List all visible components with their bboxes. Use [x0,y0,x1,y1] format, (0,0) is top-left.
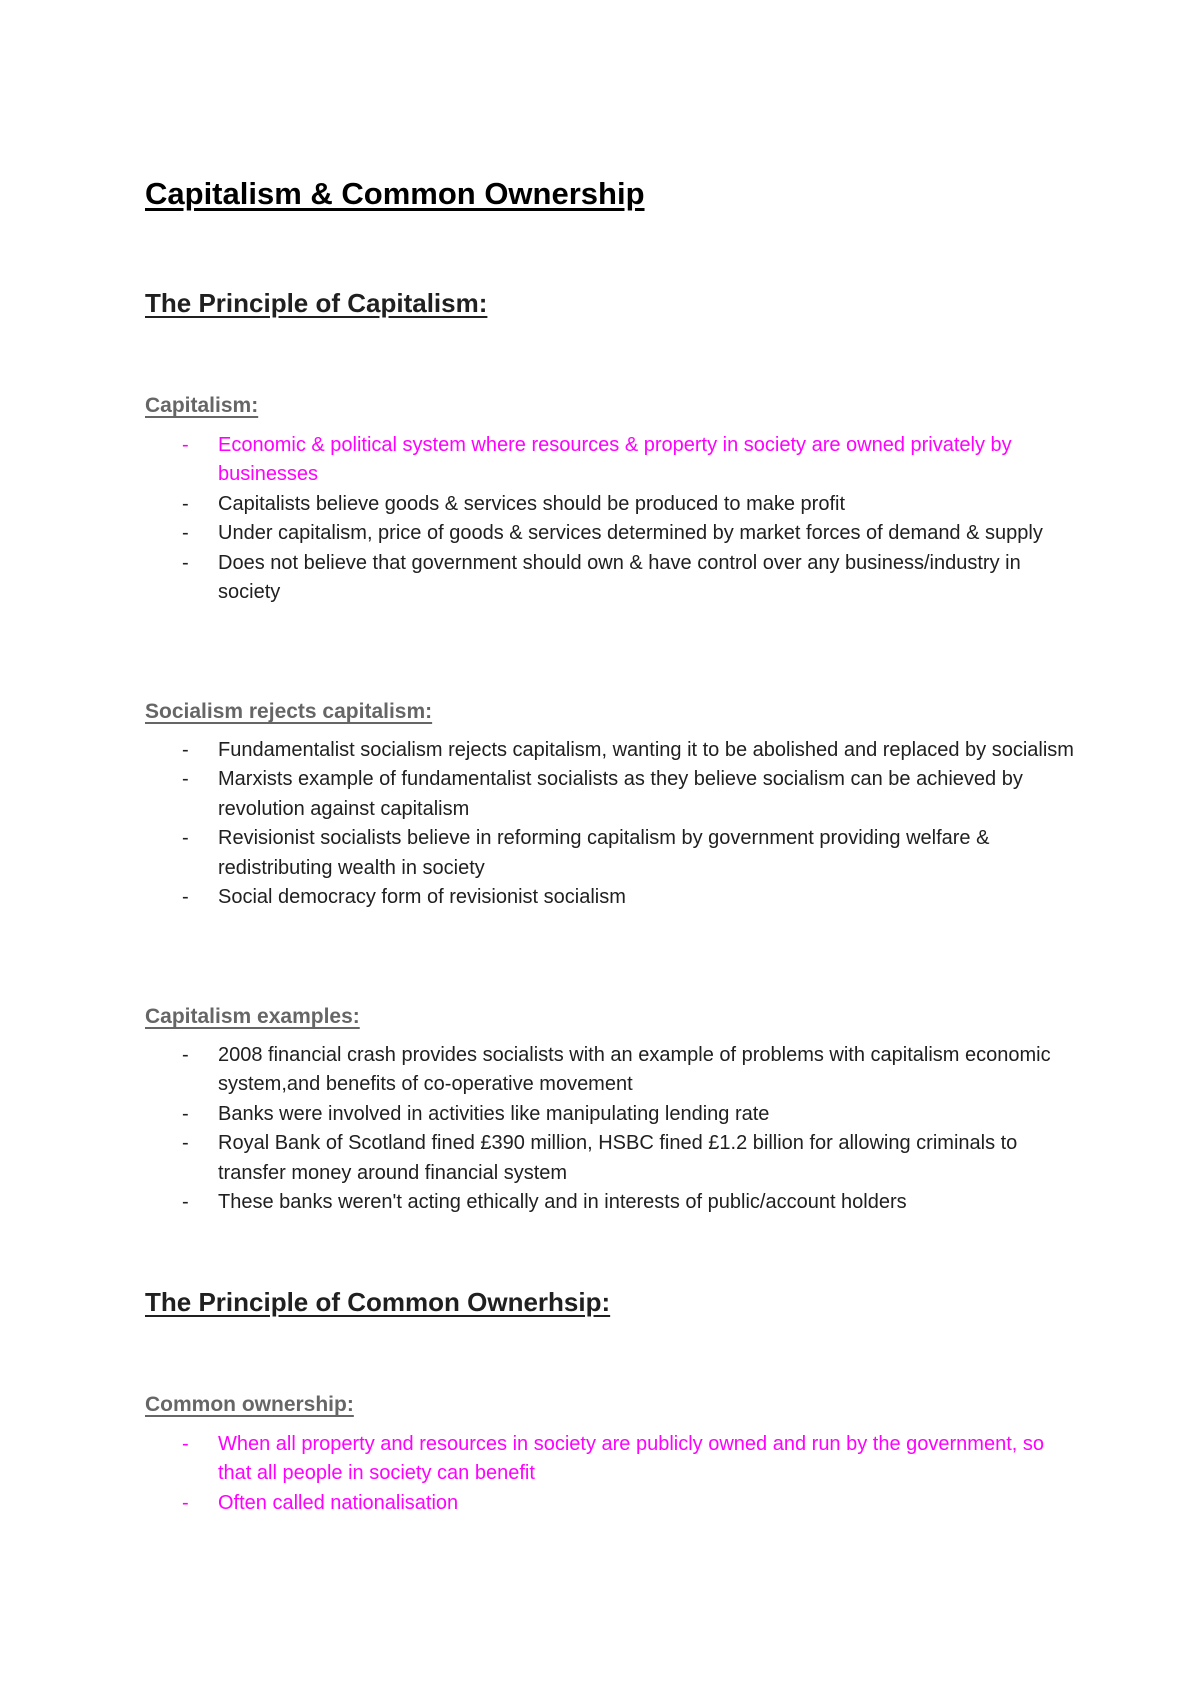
bullet-text: Capitalists believe goods & services should be produced to make profit [218,492,846,515]
bullet-dash: - [182,739,189,761]
subheading-capitalism-examples: Capitalism examples: [145,1005,360,1028]
subheading-common-ownership: Common ownership: [145,1393,354,1416]
bullet-dash: - [182,522,189,545]
bullet-text: Revisionist socialists believe in reforming capitalism by government providing welfare & redistributing wealth in society [218,827,990,879]
section-heading-principle-of-capitalism: The Principle of Capitalism: [145,288,488,318]
subheading-capitalism: Capitalism: [145,394,259,417]
list-item [145,1100,1075,1129]
subheading-socialism-rejects-capitalism: Socialism rejects capitalism: [145,700,433,723]
list-item [145,824,1075,883]
list-item [145,431,1075,490]
list-item [145,549,1075,608]
bullet-dash: - [182,1132,189,1155]
list-item [145,1188,1075,1217]
bullet-dash: - [182,551,189,574]
bullet-dash: - [182,886,189,909]
list-item [145,883,1075,912]
bullet-text: Under capitalism, price of goods & services determined by market forces of demand & supply [218,522,1043,545]
bullet-text: Often called nationalisation [218,1491,459,1514]
bullet-text: Fundamentalist socialism rejects capitalism, wanting it to be abolished and replaced by socialism [218,739,1074,761]
bullet-list-capitalism [145,431,1075,607]
bullet-text: When all property and resources in society are publicly owned and run by the government, so that all people in society can benefit [218,1433,1045,1485]
section-heading-principle-of-common-ownership: The Principle of Common Ownerhsip: [145,1287,611,1317]
list-item [145,1430,1075,1489]
bullet-dash: - [182,1102,189,1125]
bullet-dash: - [182,768,189,791]
list-item [145,1489,1075,1518]
list-item [145,736,1075,765]
list-item [145,765,1075,824]
bullet-dash: - [182,1191,189,1214]
bullet-text: Economic & political system where resources & property in society are owned privately by businesses [218,434,1012,486]
bullet-text: 2008 financial crash provides socialists with an example of problems with capitalism economic system,and benefits of co-operative movement [218,1044,1051,1096]
bullet-dash: - [182,492,189,515]
list-item [145,1041,1075,1100]
bullet-dash: - [182,434,189,456]
bullet-dash: - [182,1433,189,1455]
bullet-text: Banks were involved in activities like manipulating lending rate [218,1102,770,1125]
bullet-dash: - [182,1044,189,1066]
list-item [145,490,1075,519]
list-item [145,519,1075,548]
bullet-text: Social democracy form of revisionist socialism [218,886,626,909]
bullet-list-socialism-rejects-capitalism [145,736,1075,912]
bullet-list-common-ownership [145,1430,1075,1518]
bullet-text: Royal Bank of Scotland fined £390 million, HSBC fined £1.2 billion for allowing criminals to transfer money around financial system [218,1132,1018,1184]
document-title: Capitalism & Common Ownership [145,176,645,211]
bullet-list-capitalism-examples [145,1041,1075,1217]
bullet-text: Marxists example of fundamentalist socialists as they believe socialism can be achieved by revolution against capitalism [218,768,1023,820]
bullet-dash: - [182,827,189,850]
bullet-text: These banks weren't acting ethically and in interests of public/account holders [218,1191,907,1214]
list-item [145,1129,1075,1188]
bullet-text: Does not believe that government should own & have control over any business/industry in society [218,551,1021,604]
bullet-dash: - [182,1491,189,1514]
